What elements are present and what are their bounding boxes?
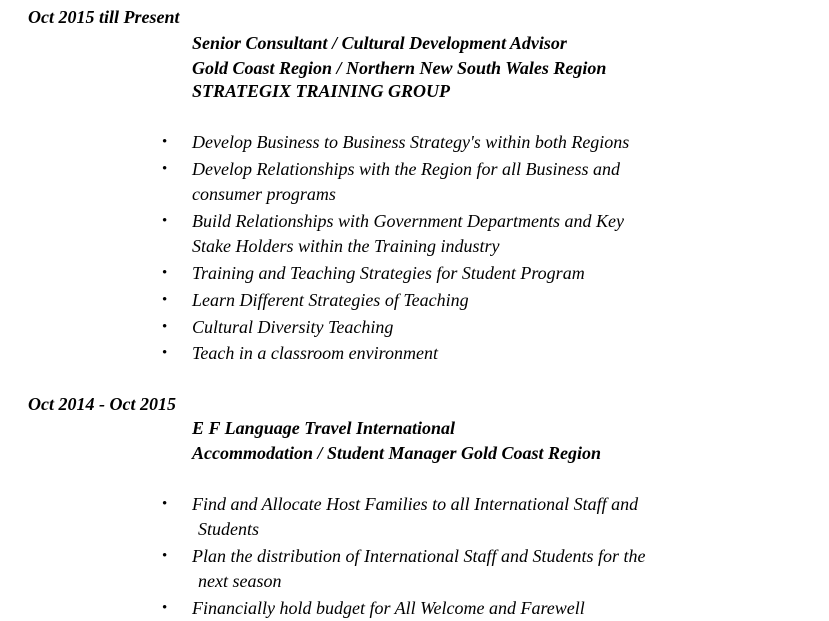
- bullet-text: Financially hold budget for All Welcome and Farewell: [192, 598, 585, 618]
- job1-region: Gold Coast Region / Northern New South Wales Region: [192, 58, 607, 78]
- bullet-text: Learn Different Strategies of Teaching: [192, 290, 469, 310]
- bullet-text-continued: Students: [198, 519, 259, 539]
- bullet-text: Cultural Diversity Teaching: [192, 317, 394, 337]
- job1-company: STRATEGIX TRAINING GROUP: [192, 81, 451, 101]
- bullet-text: Develop Relationships with the Region for all Business and: [192, 159, 620, 179]
- bullet-icon: •: [162, 213, 168, 229]
- bullet-icon: •: [162, 345, 168, 361]
- bullet-text-continued: next season: [198, 571, 282, 591]
- bullet-icon: •: [162, 292, 168, 308]
- bullet-icon: •: [162, 496, 168, 512]
- bullet-text: Plan the distribution of International Staff and Students for the: [192, 546, 646, 566]
- bullet-text: Develop Business to Business Strategy's within both Regions: [192, 132, 630, 152]
- bullet-icon: •: [162, 548, 168, 564]
- bullet-icon: •: [162, 161, 168, 177]
- bullet-icon: •: [162, 265, 168, 281]
- bullet-icon: •: [162, 319, 168, 335]
- bullet-icon: •: [162, 600, 168, 616]
- bullet-icon: •: [162, 134, 168, 150]
- bullet-text: Find and Allocate Host Families to all International Staff and: [192, 494, 639, 514]
- bullet-text: Training and Teaching Strategies for Student Program: [192, 263, 585, 283]
- bullet-text: Teach in a classroom environment: [192, 343, 438, 363]
- job2-date: Oct 2014 - Oct 2015: [28, 394, 176, 414]
- job1-date: Oct 2015 till Present: [28, 7, 180, 27]
- bullet-text-continued: Stake Holders within the Training industry: [192, 236, 500, 256]
- job2-company: E F Language Travel International: [192, 418, 456, 438]
- job2-title: Accommodation / Student Manager Gold Coast Region: [192, 443, 602, 463]
- bullet-text: Build Relationships with Government Departments and Key: [192, 211, 624, 231]
- bullet-text-continued: consumer programs: [192, 184, 336, 204]
- job1-title: Senior Consultant / Cultural Development Advisor: [192, 33, 567, 53]
